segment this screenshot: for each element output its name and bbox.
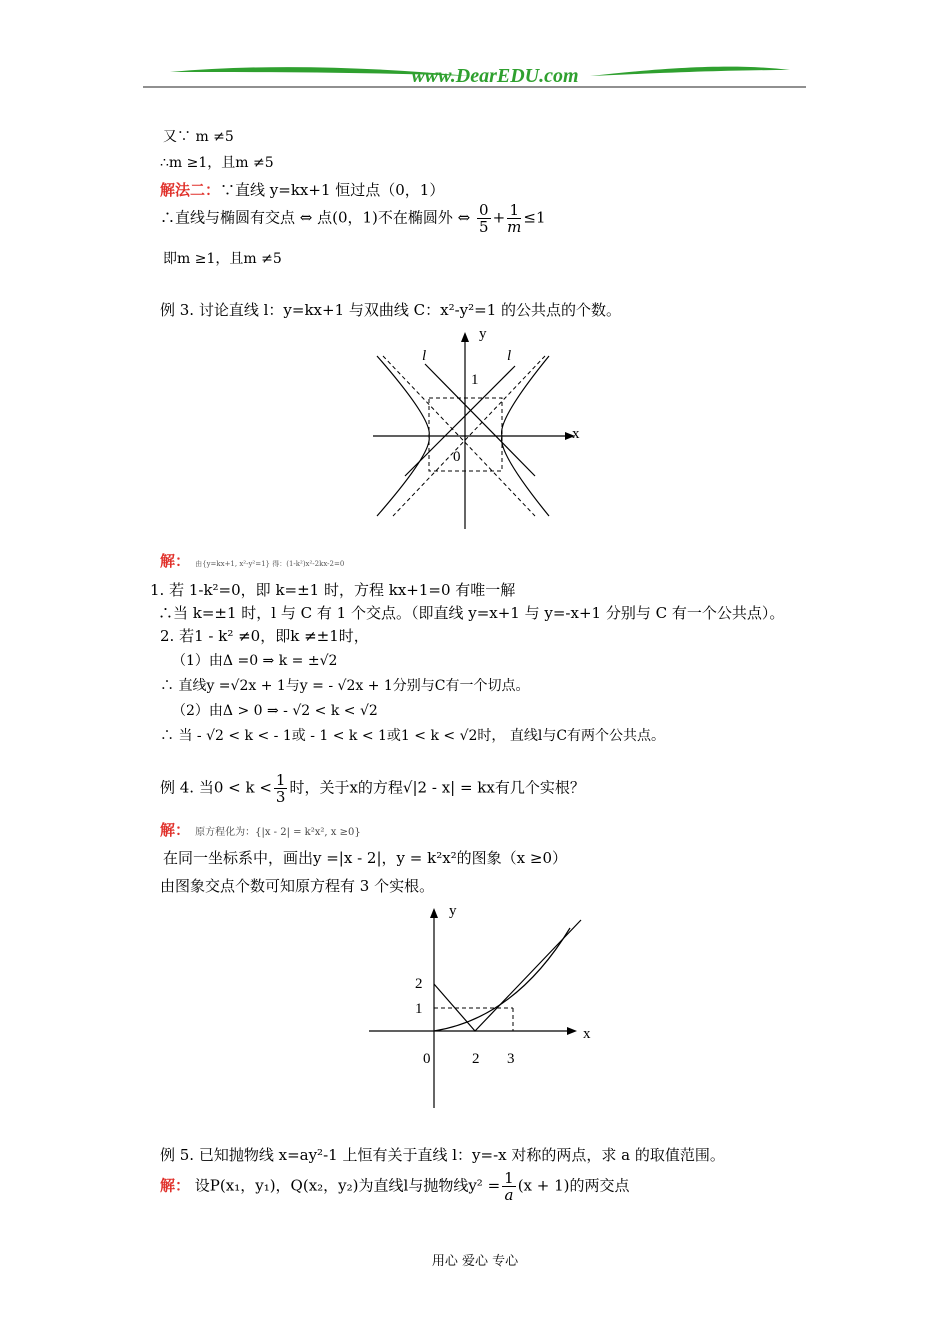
header-banner [140, 58, 810, 90]
case-2-1-conclusion: ∴ 直线y =√2x + 1与y = - √2x + 1分别与C有一个切点。 [160, 678, 530, 694]
solution-5-label: 解： [160, 1176, 191, 1195]
y-axis-arrow-icon [430, 908, 438, 918]
fraction-1-m: $\frac{1}{m}$ [507, 201, 522, 236]
method-two-text: ∵直线 y=kx+1 恒过点（0，1） [220, 181, 445, 199]
origin-label: 0 [453, 449, 461, 465]
fraction-0-5: $\frac{0}{5}$ [479, 201, 489, 236]
solution-4-line-b: 由图象交点个数可知原方程有 3 个实根。 [160, 877, 435, 895]
footer: 用心 爱心 专心 [431, 1254, 519, 1269]
solution-5 [160, 1170, 630, 1203]
y-axis-arrow-icon [461, 332, 469, 342]
solution-3-system: 由{y=kx+1, x²-y²=1} 得：(1-k²)x²-2kx-2=0 [195, 560, 345, 568]
fraction-1-3: $\frac{1}{3}$ [275, 771, 286, 806]
line-4 [160, 202, 546, 235]
line-5: 即m ≥1，且m ≠5 [163, 251, 282, 267]
method-two-label: 解法二： [160, 181, 221, 199]
y-label: y [479, 326, 487, 342]
label-one: 1 [471, 372, 479, 388]
line-2: ∴m ≥1，且m ≠5 [160, 155, 274, 171]
case-1: 1. 若 1-k²=0，即 k=±1 时，方程 kx+1=0 有唯一解 [150, 581, 516, 599]
figure-hyperbola [365, 320, 595, 535]
figure-abs-parabola [365, 900, 605, 1115]
line-4-end: ≤1 [523, 208, 546, 227]
y-tick-2: 2 [415, 976, 423, 992]
right-swoosh-icon [590, 67, 790, 76]
y-label: y [449, 903, 457, 919]
parabola-graph [434, 928, 570, 1031]
site-logo: www.DearEDU.com [411, 65, 579, 87]
solution-4 [160, 820, 361, 840]
solution-4-label: 解： [160, 821, 191, 839]
example-4 [160, 772, 585, 805]
example-5: 例 5. 已知抛物线 x=ay²-1 上恒有关于直线 l：y=-x 对称的两点，求 a 的取值范围。 [160, 1146, 725, 1164]
y-tick-1: 1 [415, 1001, 423, 1017]
example-4-text-b: 时，关于x的方程√|2 - x| = kx有几个实根？ [289, 778, 585, 797]
solution-4-system: 原方程化为：{|x - 2| = k²x², x ≥0} [195, 827, 361, 838]
line-label-right: l [507, 348, 512, 364]
x-tick-0: 0 [423, 1051, 431, 1067]
case-2-1: （1）由Δ =0 ⇒ k = ±√2 [172, 653, 338, 669]
case-1-conclusion: ∴当 k=±1 时，l 与 C 有 1 个交点。（即直线 y=x+1 与 y=-x+1 分别与 C 有一个公共点）。 [158, 604, 785, 622]
case-2: 2. 若1 - k² ≠0，即k ≠±1时， [160, 627, 369, 645]
solution-3-label: 解： [160, 552, 191, 570]
method-two [160, 180, 444, 200]
solution-5-text-a: 设P(x₁，y₁)，Q(x₂，y₂)为直线l与抛物线y² = [194, 1176, 501, 1195]
x-tick-2: 2 [472, 1051, 480, 1067]
x-axis-arrow-icon [567, 1027, 577, 1035]
abs-graph [434, 920, 581, 1031]
line-4-text: ∴直线与椭圆有交点 ⇔ 点(0，1)不在椭圆外 ⇔ [160, 208, 471, 227]
solution-4-line-a: 在同一坐标系中，画出y =|x - 2|，y = k²x²的图象（x ≥0） [163, 849, 568, 867]
plus-sign: + [492, 208, 506, 227]
example-3: 例 3. 讨论直线 l：y=kx+1 与双曲线 C：x²-y²=1 的公共点的个数。 [160, 301, 622, 319]
line-l-left [425, 364, 535, 476]
x-label: x [572, 426, 580, 442]
example-4-text-a: 例 4. 当0 < k < [160, 778, 272, 797]
x-label: x [583, 1026, 591, 1042]
case-2-2: （2）由Δ > 0 ⇒ - √2 < k < √2 [172, 703, 378, 719]
fraction-1-a: $\frac{1}{a}$ [504, 1169, 514, 1204]
x-tick-3: 3 [507, 1051, 515, 1067]
line-1: 又∵ m ≠5 [163, 129, 234, 145]
line-label-left: l [422, 348, 427, 364]
case-2-2-conclusion: ∴ 当 - √2 < k < - 1或 - 1 < k < 1或1 < k < √2时， 直线l与C有两个公共点。 [160, 728, 666, 744]
solution-5-text-b: (x + 1)的两交点 [517, 1176, 630, 1195]
solution-3 [160, 551, 344, 571]
